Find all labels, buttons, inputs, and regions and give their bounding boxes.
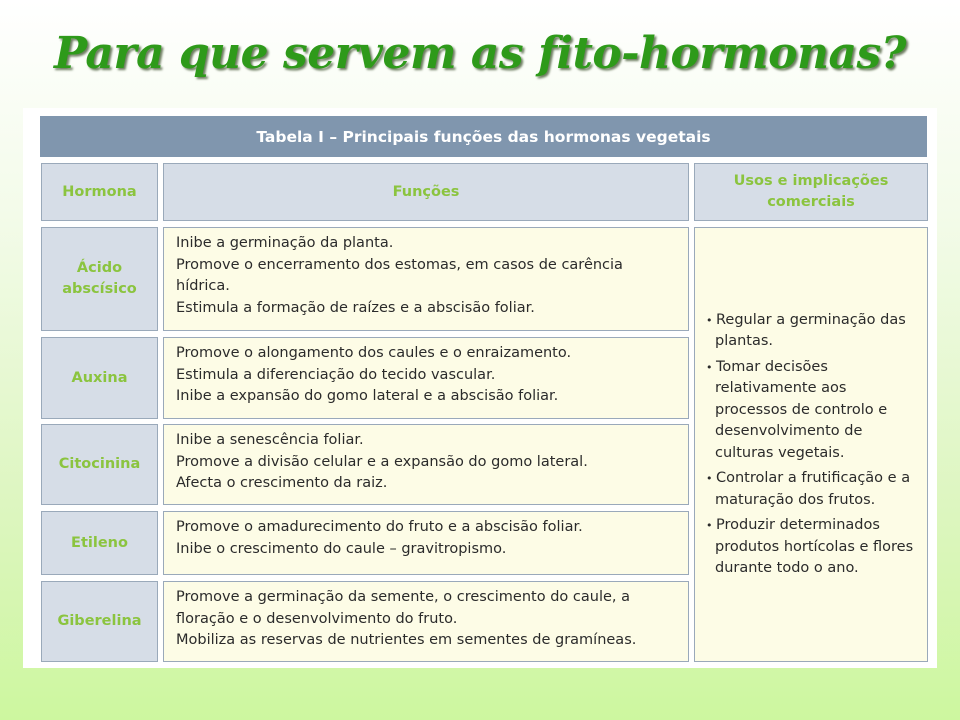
hormone-cell: Auxina [41, 337, 158, 419]
function-line: Inibe o crescimento do caule – gravitropismo. [176, 540, 507, 557]
function-line: Inibe a expansão do gomo lateral e a abscisão foliar. [176, 388, 559, 404]
functions-cell [163, 337, 689, 419]
functions-cell [163, 424, 689, 505]
slide-title: Para que servem as fito-hormonas? [53, 28, 907, 79]
function-line: Estimula a formação de raízes e a abscisão foliar. [176, 299, 535, 316]
functions-cell [163, 511, 689, 575]
use-item: • Tomar decisões relativamente aos processos de controlo e desenvolvimento de culturas vegetais. [705, 357, 919, 465]
use-item: • Regular a germinação das plantas. [705, 310, 919, 353]
function-line: Promove o encerramento dos estomas, em casos de carência [176, 256, 623, 273]
function-line: Promove o alongamento dos caules e o enraizamento. [176, 345, 572, 361]
hormone-cell: Ácido abscísico [41, 227, 158, 331]
functions-cell [163, 581, 689, 662]
function-line: hídrica. [176, 278, 230, 294]
hormone-cell: Giberelina [41, 581, 158, 662]
header-hormona: Hormona [41, 163, 158, 221]
use-item: • Produzir determinados produtos hortícolas e flores durante todo o ano. [705, 515, 919, 580]
function-line: Promove a divisão celular e a expansão do gomo lateral. [176, 453, 588, 470]
functions-cell [163, 227, 689, 331]
hormone-cell: Citocinina [41, 424, 158, 505]
function-line: floração e o desenvolvimento do fruto. [176, 610, 458, 627]
function-line: Inibe a germinação da planta. [176, 235, 394, 251]
header-funcoes: Funções [163, 163, 689, 221]
function-line: Promove a germinação da semente, o crescimento do caule, a [176, 589, 630, 605]
function-line: Estimula a diferenciação do tecido vascular. [176, 366, 496, 383]
header-usos: Usos e implicações comerciais [694, 163, 928, 221]
table-caption: Tabela I – Principais funções das hormonas vegetais [40, 116, 927, 157]
hormone-cell: Etileno [41, 511, 158, 575]
function-line: Mobiliza as reservas de nutrientes em sementes de gramíneas. [176, 632, 637, 648]
uses-cell [694, 227, 928, 662]
function-line: Inibe a senescência foliar. [176, 432, 364, 448]
function-line: Promove o amadurecimento do fruto e a abscisão foliar. [176, 519, 583, 535]
function-line: Afecta o crescimento da raiz. [176, 475, 388, 491]
use-item: • Controlar a frutificação e a maturação dos frutos. [705, 468, 919, 511]
